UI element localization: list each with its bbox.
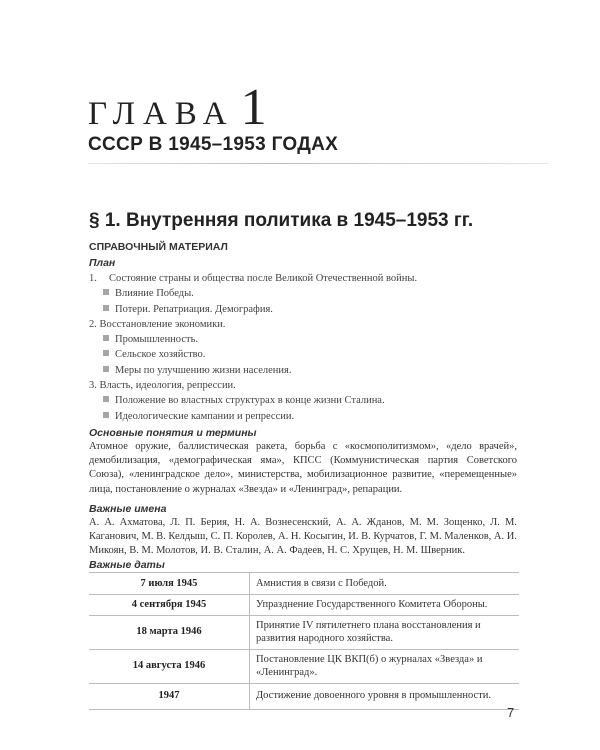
- chapter-number: 1: [240, 79, 267, 136]
- table-row: [89, 595, 519, 616]
- chapter-label: ГЛАВА: [88, 96, 235, 132]
- names-text: А. А. Ахматова, Л. П. Берия, Н. А. Вознесенский, А. А. Жданов, М. М. Зощенко, Л. М. Каганович, М. В. Келдыш, С. П. Королев, А. Н. Косыгин, И. В. Курчатов, Г. М. Маленков, А. И. Микоян, В. М. Молотов, И. В. Сталин, А. А. Фадеев, Н. С. Хрущев, Н. М. Шверник.: [89, 517, 517, 557]
- square-bullet-icon: [103, 289, 109, 295]
- table-row: [89, 615, 519, 649]
- plan-item-number: 1.: [89, 273, 97, 284]
- plan-heading: План: [89, 257, 116, 269]
- event-cell: Упразднение Государственного Комитета Обороны.: [250, 595, 520, 616]
- chapter-title: СССР В 1945–1953 ГОДАХ: [88, 134, 339, 155]
- plan-item-text: Восстановление экономики.: [99, 318, 226, 330]
- event-cell: Амнистия в связи с Победой.: [250, 573, 520, 595]
- event-cell: Постановление ЦК ВКП(б) о журналах «Звезда» и «Ленинград».: [250, 649, 520, 683]
- concepts-text: Атомное оружие, баллистическая ракета, борьба с «космополитизмом», «дело врачей», демобилизация, «демографическая яма», КПСС (Коммунистическая партия Советского Союза), «ленинградское дело», министерства, мобилизационное развитие, «перемещенные» лица, постановление о журналах «Звезда» и «Ленинград», репарации.: [89, 441, 517, 495]
- plan-subitem: [89, 332, 529, 347]
- plan-subitem: [89, 347, 529, 362]
- table-row: [89, 573, 519, 595]
- plan-item-number: 2.: [89, 318, 97, 330]
- plan-item-text: Состояние страны и общества после Великой Отечественной войны.: [109, 273, 418, 284]
- plan-list: [89, 271, 529, 424]
- plan-item: [89, 378, 529, 393]
- plan-subitem-text: Потери. Репатриация. Демография.: [115, 303, 273, 315]
- plan-subitem-text: Идеологические кампании и репрессии.: [115, 410, 295, 422]
- date-cell: 14 августа 1946: [89, 649, 250, 683]
- plan-subitem: [89, 302, 529, 317]
- plan-item-text: Власть, идеология, репрессии.: [99, 380, 236, 392]
- dates-table: [89, 572, 519, 710]
- chapter-heading: [88, 78, 267, 137]
- plan-item: [89, 317, 529, 332]
- plan-subitem: [89, 393, 529, 408]
- square-bullet-icon: [103, 412, 109, 418]
- reference-heading: СПРАВОЧНЫЙ МАТЕРИАЛ: [89, 241, 228, 253]
- square-bullet-icon: [103, 396, 109, 402]
- plan-subitem: [89, 409, 529, 424]
- plan-subitem-text: Промышленность.: [115, 334, 198, 346]
- date-cell: 7 июля 1945: [89, 573, 250, 595]
- plan-subitem-text: Меры по улучшению жизни населения.: [115, 364, 292, 376]
- table-row: [89, 649, 519, 683]
- page-number: 7: [507, 705, 515, 720]
- plan-subitem: [89, 363, 529, 378]
- square-bullet-icon: [103, 350, 109, 356]
- square-bullet-icon: [103, 366, 109, 372]
- date-cell: 1947: [89, 683, 250, 709]
- concepts-heading: Основные понятия и термины: [89, 427, 257, 439]
- chapter-divider: [88, 163, 548, 164]
- date-cell: 4 сентября 1945: [89, 595, 250, 616]
- plan-subitem-text: Положение во властных структурах в конце жизни Сталина.: [115, 395, 385, 407]
- plan-subitem-text: Влияние Победы.: [115, 288, 194, 300]
- section-title: § 1. Внутренняя политика в 1945–1953 гг.: [89, 210, 474, 231]
- plan-subitem-text: Сельское хозяйство.: [115, 349, 206, 361]
- event-cell: Достижение довоенного уровня в промышленности.: [250, 683, 520, 709]
- plan-subitem: [89, 286, 529, 301]
- names-heading: Важные имена: [89, 503, 167, 515]
- plan-item: [89, 271, 529, 286]
- table-row: [89, 683, 519, 709]
- plan-item-number: 3.: [89, 380, 97, 392]
- square-bullet-icon: [103, 335, 109, 341]
- square-bullet-icon: [103, 305, 109, 311]
- dates-heading: Важные даты: [89, 559, 165, 571]
- date-cell: 18 марта 1946: [89, 615, 250, 649]
- event-cell: Принятие IV пятилетнего плана восстановления и развития народного хозяйства.: [250, 615, 520, 649]
